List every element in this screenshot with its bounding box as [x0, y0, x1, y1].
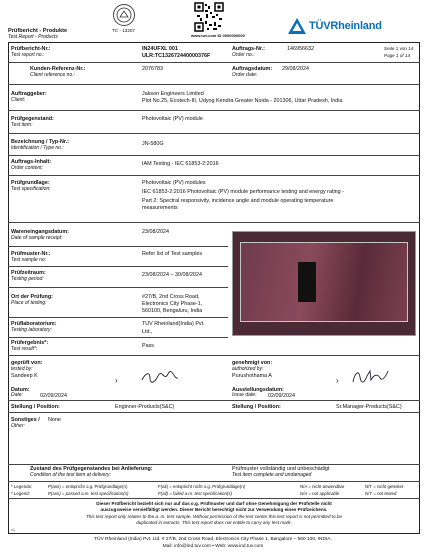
signature-tester: [140, 370, 180, 389]
legend-label-en: * Legend:: [11, 491, 30, 496]
spec-line: measurements: [142, 205, 178, 211]
client-ref-label-en: Client reference no.:: [30, 72, 76, 78]
disclaimer-line: duplicated in extracts. This test report does not entitle to carry any test mark.: [136, 520, 292, 525]
test-date: 02/09/2024: [40, 393, 67, 399]
divider: [8, 84, 420, 85]
divider: [8, 481, 420, 482]
tested-label-en: tested by:: [11, 366, 33, 372]
order-date: 29/08/2024: [282, 66, 309, 72]
other-label-en: Other:: [11, 423, 25, 429]
report-no-label-en: Test report no.:: [11, 52, 45, 58]
period-label: Prüfzeitraum:: [11, 270, 46, 276]
divider: [8, 355, 420, 356]
ident-value: JN-580G: [142, 141, 164, 147]
report-no: IN24UFXL 001: [142, 46, 178, 52]
brand-logo: [288, 18, 382, 34]
qr-caption: www.tuv.com ID 0000000000: [191, 33, 245, 38]
issue-label-en: Issue date:: [232, 392, 257, 398]
receipt-label: Wareneingangsdatum:: [11, 229, 69, 235]
accreditation-code: TC - 13207: [112, 28, 135, 33]
client-label-en: Client:: [11, 97, 26, 103]
client-label: Auftraggeber:: [11, 91, 47, 97]
arrow-icon: ›: [336, 376, 339, 385]
qr-code[interactable]: [194, 2, 224, 32]
test-item: Photovoltaic (PV) module: [142, 116, 203, 122]
tuv-triangle-icon: [288, 18, 306, 34]
divider: [8, 317, 228, 318]
sample-value: Refer list of Test samples: [142, 251, 203, 257]
divider: [8, 62, 420, 63]
order-date-label: Auftragsdatum:: [232, 66, 273, 72]
client-ref-label: Kunden-Referenz-Nr.:: [30, 66, 86, 72]
footer-contact[interactable]: Mail: info@ind.tuv.com • Web: www.ind.tuv.com: [162, 544, 264, 549]
ulr-number: ULR:TC132672440000376F: [142, 53, 211, 59]
divider: [8, 175, 420, 176]
ident-label-en: Identification / Type no.:: [11, 145, 64, 151]
legend-label: * Legende:: [11, 484, 33, 489]
spec-line: Part 2: Spectral responsivity, incidence angle and module operating temperature: [142, 198, 334, 204]
divider: [8, 222, 420, 223]
sample-label-en: Test sample no:: [11, 257, 47, 263]
disclaimer-line: Dieser Prüfbericht bezieht sich nur auf das o.g. Prüfmuster und darf ohne Genehmigung der Prüfstelle nicht: [96, 501, 332, 506]
place-line: Electronics City Phase-1,: [142, 301, 203, 307]
approver-position: Sr.Manager-Products(S&C): [336, 404, 402, 410]
lab-line: TUV Rheinland(India) Pvt.: [142, 321, 205, 327]
legend-item: N/T = nicht getestet: [365, 484, 404, 489]
position-label: Stellung / Position:: [11, 404, 60, 410]
spec-line: Photovoltaic (PV) modules: [142, 180, 206, 186]
sample-label: Prüfmuster-Nr.:: [11, 251, 51, 257]
period-label-en: Testing period:: [11, 276, 44, 282]
legend-item: N/T = not tested: [365, 491, 397, 496]
page-label-en: Page 1 of 14: [384, 53, 411, 58]
item-label: Prüfgegenstand:: [11, 116, 54, 122]
content-label-en: Order content:: [11, 165, 43, 171]
client-ref: 2076783: [142, 66, 163, 72]
arrow-icon: ›: [115, 376, 118, 385]
signature-approver: [350, 368, 390, 389]
place-label-en: Place of testing:: [11, 300, 47, 306]
header-title: Prüfbericht - Produkte: [8, 28, 68, 34]
result-label: Prüfergebnis*:: [11, 340, 49, 346]
issue-date: 02/09/2024: [268, 393, 295, 399]
place-line: #27/B, 2nd Cross Road,: [142, 294, 200, 300]
header-subtitle: Test Report - Products: [8, 34, 58, 40]
junction-box: [298, 262, 316, 302]
signature-icon: [350, 368, 390, 386]
other-label: Sonstiges /: [11, 417, 40, 423]
legend-item: P(ass) = entspricht o.g. Prüfgrundlage(n): [48, 484, 128, 489]
divider: [8, 246, 228, 247]
spec-label-en: Test specification:: [11, 186, 51, 192]
receipt-date: 23/08/2024: [142, 229, 169, 235]
approved-name: Purushothama A: [232, 373, 272, 379]
approved-label-en: authorized by:: [232, 366, 264, 372]
order-no: 146956632: [287, 46, 314, 52]
signature-icon: [140, 370, 180, 386]
accreditation-emblem: [113, 4, 135, 26]
version-mark: v1: [11, 528, 16, 532]
disclaimer-line: This test report only relates to the a. m. test sample. Without permission of the test center this test report is not permitted to be: [85, 514, 343, 519]
testing-period: 23/08/2024 – 30/08/2024: [142, 272, 202, 278]
legend-item: P(ass) = passed a.m. test specification(s): [48, 491, 129, 496]
order-no-label-en: Order no.:: [232, 52, 255, 58]
test-result: Pass: [142, 343, 154, 349]
other-value: None: [48, 417, 61, 423]
footer-address: TÜV Rheinland (India) Pvt. Ltd. # 27/B, 2nd Cross Road, Electronics City Phase 1, Bangalore – 560 100, INDIA.: [94, 537, 332, 542]
ident-label: Bezeichnung / Typ-Nr.:: [11, 139, 70, 145]
place-line: 560100, Bengaluru, India: [142, 308, 203, 314]
result-label-en: Test result*:: [11, 346, 38, 352]
report-no-label: Prüfbericht-Nr.:: [11, 46, 51, 52]
lab-label-en: Testing laboratory:: [11, 327, 52, 333]
condition-label-en: Condition of the test item at delivery:: [30, 472, 111, 478]
tested-name: Sandeep K: [11, 373, 38, 379]
order-date-label-en: Order date:: [232, 72, 258, 78]
tested-label: geprüft von:: [11, 360, 43, 366]
divider: [8, 155, 420, 156]
brand-name: TÜVRheinland: [309, 19, 382, 32]
approved-label: genehmigt von:: [232, 360, 273, 366]
disclaimer-line: auszugsweise vervielfältigt werden. Dieser Bericht berechtigt nicht zur Verwendung eines Prüfzeichens.: [100, 507, 328, 512]
position-label: Stellung / Position:: [232, 404, 281, 410]
date-label: Datum:: [11, 387, 30, 393]
accreditation-icon: [115, 6, 133, 24]
condition-value-en: Test item complete and undamaged: [232, 472, 312, 478]
receipt-label-en: Date of sample receipt:: [11, 235, 63, 241]
divider: [8, 412, 420, 413]
divider: [8, 337, 228, 338]
tester-position: Enginner-Products(S&C): [115, 404, 175, 410]
content-label: Auftrags-Inhalt:: [11, 159, 52, 165]
order-content: IAM Testing - IEC 61853-2:2016: [142, 161, 219, 167]
legend-item: N/A = not applicable: [300, 491, 340, 496]
page-label: Seite 1 von 14: [384, 46, 414, 51]
lab-line: Ltd.,: [142, 329, 153, 335]
divider: [8, 400, 420, 401]
date-label-en: Date:: [11, 392, 23, 398]
divider: [8, 498, 420, 499]
condition-value: Prüfmuster vollständig und unbeschädigt: [232, 466, 330, 472]
lab-label: Prüflaboratorium:: [11, 321, 57, 327]
legend-item: F(ail) = entspricht nicht o.g. Prüfgrundlage(n): [158, 484, 246, 489]
divider: [8, 266, 228, 267]
spec-line: IEC 61853-2:2016 Photovoltaic (PV) module performance testing and energy rating -: [142, 189, 344, 195]
legend-item: F(ail) = failed a.m. test specification(s): [158, 491, 233, 496]
condition-label: Zustand des Prüfgegenstandes bei Anlieferung:: [30, 466, 153, 472]
client-name: Jakson Engineers Limited: [142, 91, 204, 97]
place-label: Ort der Prüfung:: [11, 294, 53, 300]
pv-module-image: [240, 242, 408, 322]
divider: [8, 133, 420, 134]
client-address: Plot No.25, Ecotech-III, Udyog Kendra Greater Noida - 201306, Uttar Pradesh, India: [142, 98, 343, 104]
spec-label: Prüfgrundlage:: [11, 180, 50, 186]
divider: [8, 110, 420, 111]
divider: [8, 287, 228, 288]
issue-label: Ausstellungsdatum:: [232, 387, 284, 393]
divider: [8, 464, 420, 465]
legend-item: N/A = nicht anwendbar: [300, 484, 345, 489]
item-label-en: Test item:: [11, 122, 33, 128]
order-no-label: Auftrags-Nr.:: [232, 46, 265, 52]
